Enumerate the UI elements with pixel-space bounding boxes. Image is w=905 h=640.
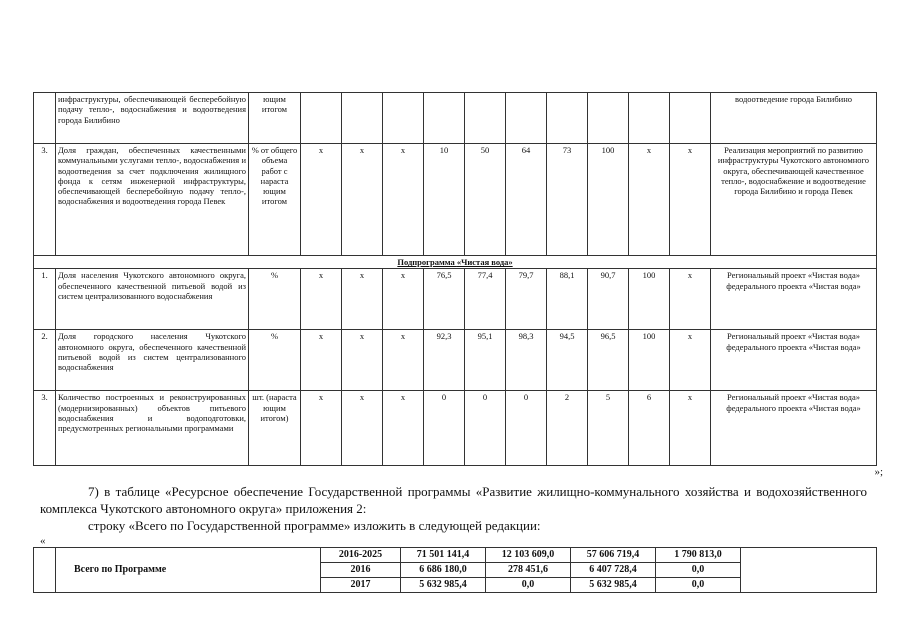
value-cell: x xyxy=(670,269,711,330)
value-cell: x xyxy=(301,391,342,466)
table-row xyxy=(34,391,877,466)
value-cell: 92,3 xyxy=(424,330,465,391)
value-cell: 79,7 xyxy=(506,269,547,330)
subprogram-heading-row xyxy=(34,256,877,269)
row-number: 2. xyxy=(34,330,56,391)
table-row xyxy=(34,330,877,391)
amendment-instruction: строку «Всего по Государственной программе» изложить в следующей редакции: xyxy=(88,518,541,533)
period-cell: 2016 xyxy=(321,563,401,578)
value-cell: x xyxy=(342,391,383,466)
value-cell: x xyxy=(342,269,383,330)
value-cell: x xyxy=(383,144,424,256)
period-cell: 2017 xyxy=(321,578,401,593)
value-cell: 98,3 xyxy=(506,330,547,391)
amendment-paragraph: 7) в таблице «Ресурсное обеспечение Государственной программы «Развитие жилищно-коммунального хозяйства и водохозяйственного комплекса Чукотского автономного округа» приложения 2: xyxy=(40,484,867,516)
value-cell: 2 xyxy=(547,391,588,466)
table-row xyxy=(34,548,877,563)
value-cell: x xyxy=(383,269,424,330)
row-label: Всего по Программе xyxy=(56,548,321,593)
row-number: 3. xyxy=(34,144,56,256)
value-cell: x xyxy=(629,144,670,256)
value-cell: x xyxy=(342,330,383,391)
value-cell: 100 xyxy=(588,144,629,256)
note-cell: водоотведение города Билибино xyxy=(711,93,877,144)
period-cell: 2016-2025 xyxy=(321,548,401,563)
value-cell: 88,1 xyxy=(547,269,588,330)
value-cell: x xyxy=(301,144,342,256)
opening-quote: « xyxy=(40,535,46,547)
value-cell: 6 686 180,0 xyxy=(401,563,486,578)
value-cell: 0,0 xyxy=(656,563,741,578)
value-cell: 10 xyxy=(424,144,465,256)
value-cell: 0 xyxy=(465,391,506,466)
resources-table xyxy=(33,547,877,593)
table-row xyxy=(34,144,877,256)
table-row xyxy=(34,269,877,330)
subprogram-heading xyxy=(34,256,877,269)
value-cell: 6 xyxy=(629,391,670,466)
subprogram-name: «Чистая вода» xyxy=(456,257,513,267)
note-cell: Региональный проект «Чистая вода» федерального проекта «Чистая вода» xyxy=(711,269,877,330)
value-cell: x xyxy=(301,330,342,391)
indicators-table xyxy=(33,92,877,466)
table-row xyxy=(34,93,877,144)
unit-cell: % xyxy=(249,269,301,330)
indicator-name: Доля городского населения Чукотского автономного округа, обеспеченного качественной питьевой водой из систем централизованного водоснабжения xyxy=(56,330,249,391)
unit-cell: % xyxy=(249,330,301,391)
value-cell: x xyxy=(670,391,711,466)
value-cell: 6 407 728,4 xyxy=(571,563,656,578)
indicator-name: Доля граждан, обеспеченных качественными коммунальными услугами тепло-, водоснабжения и водоотведения за счет подключения жилищного фонда к сетям инженерной инфраструктуры, обеспечивающей бесперебойную подачу тепло-, водоснабжения и водоотведения города Певек xyxy=(56,144,249,256)
value-cell: 50 xyxy=(465,144,506,256)
value-cell: x xyxy=(383,330,424,391)
closing-quote: »; xyxy=(874,466,883,478)
value-cell: 76,5 xyxy=(424,269,465,330)
note-cell: Региональный проект «Чистая вода» федерального проекта «Чистая вода» xyxy=(711,330,877,391)
indicator-name: Количество построенных и реконструированных (модернизированных) объектов питьевого водоснабжения и водоподготовки, предусмотренных региональными программами xyxy=(56,391,249,466)
row-number: 3. xyxy=(34,391,56,466)
value-cell: 64 xyxy=(506,144,547,256)
value-cell: 57 606 719,4 xyxy=(571,548,656,563)
value-cell: 5 xyxy=(588,391,629,466)
unit-cell: шт. (нараста ющим итогом) xyxy=(249,391,301,466)
value-cell: 77,4 xyxy=(465,269,506,330)
unit-cell: ющим итогом xyxy=(249,93,301,144)
value-cell: 0 xyxy=(506,391,547,466)
value-cell: 12 103 609,0 xyxy=(486,548,571,563)
value-cell: x xyxy=(301,269,342,330)
value-cell: 5 632 985,4 xyxy=(401,578,486,593)
note-cell: Региональный проект «Чистая вода» федерального проекта «Чистая вода» xyxy=(711,391,877,466)
subprogram-prefix: Подпрограмма xyxy=(397,257,457,267)
value-cell: 1 790 813,0 xyxy=(656,548,741,563)
value-cell: 0 xyxy=(424,391,465,466)
indicator-name: инфраструктуры, обеспечивающей бесперебойную подачу тепло-, водоснабжения и водоотведения города Билибино xyxy=(56,93,249,144)
value-cell: 278 451,6 xyxy=(486,563,571,578)
row-number: 1. xyxy=(34,269,56,330)
value-cell: 5 632 985,4 xyxy=(571,578,656,593)
value-cell: 90,7 xyxy=(588,269,629,330)
note-cell: Реализация мероприятий по развитию инфраструктуры Чукотского автономного округа, обеспечивающей качественное тепло-, водоснабжение и водоотведение города Билибино и города Певек xyxy=(711,144,877,256)
value-cell: 71 501 141,4 xyxy=(401,548,486,563)
value-cell: x xyxy=(670,330,711,391)
value-cell: 94,5 xyxy=(547,330,588,391)
value-cell: x xyxy=(342,144,383,256)
unit-cell: % от общего объема работ с нараста ющим итогом xyxy=(249,144,301,256)
value-cell: x xyxy=(383,391,424,466)
value-cell: 73 xyxy=(547,144,588,256)
indicator-name: Доля населения Чукотского автономного округа, обеспеченного качественной питьевой водой из систем централизованного водоснабжения xyxy=(56,269,249,330)
row-number xyxy=(34,93,56,144)
value-cell: 0,0 xyxy=(486,578,571,593)
value-cell: 100 xyxy=(629,269,670,330)
value-cell: x xyxy=(670,144,711,256)
value-cell: 100 xyxy=(629,330,670,391)
value-cell: 95,1 xyxy=(465,330,506,391)
value-cell: 0,0 xyxy=(656,578,741,593)
value-cell: 96,5 xyxy=(588,330,629,391)
